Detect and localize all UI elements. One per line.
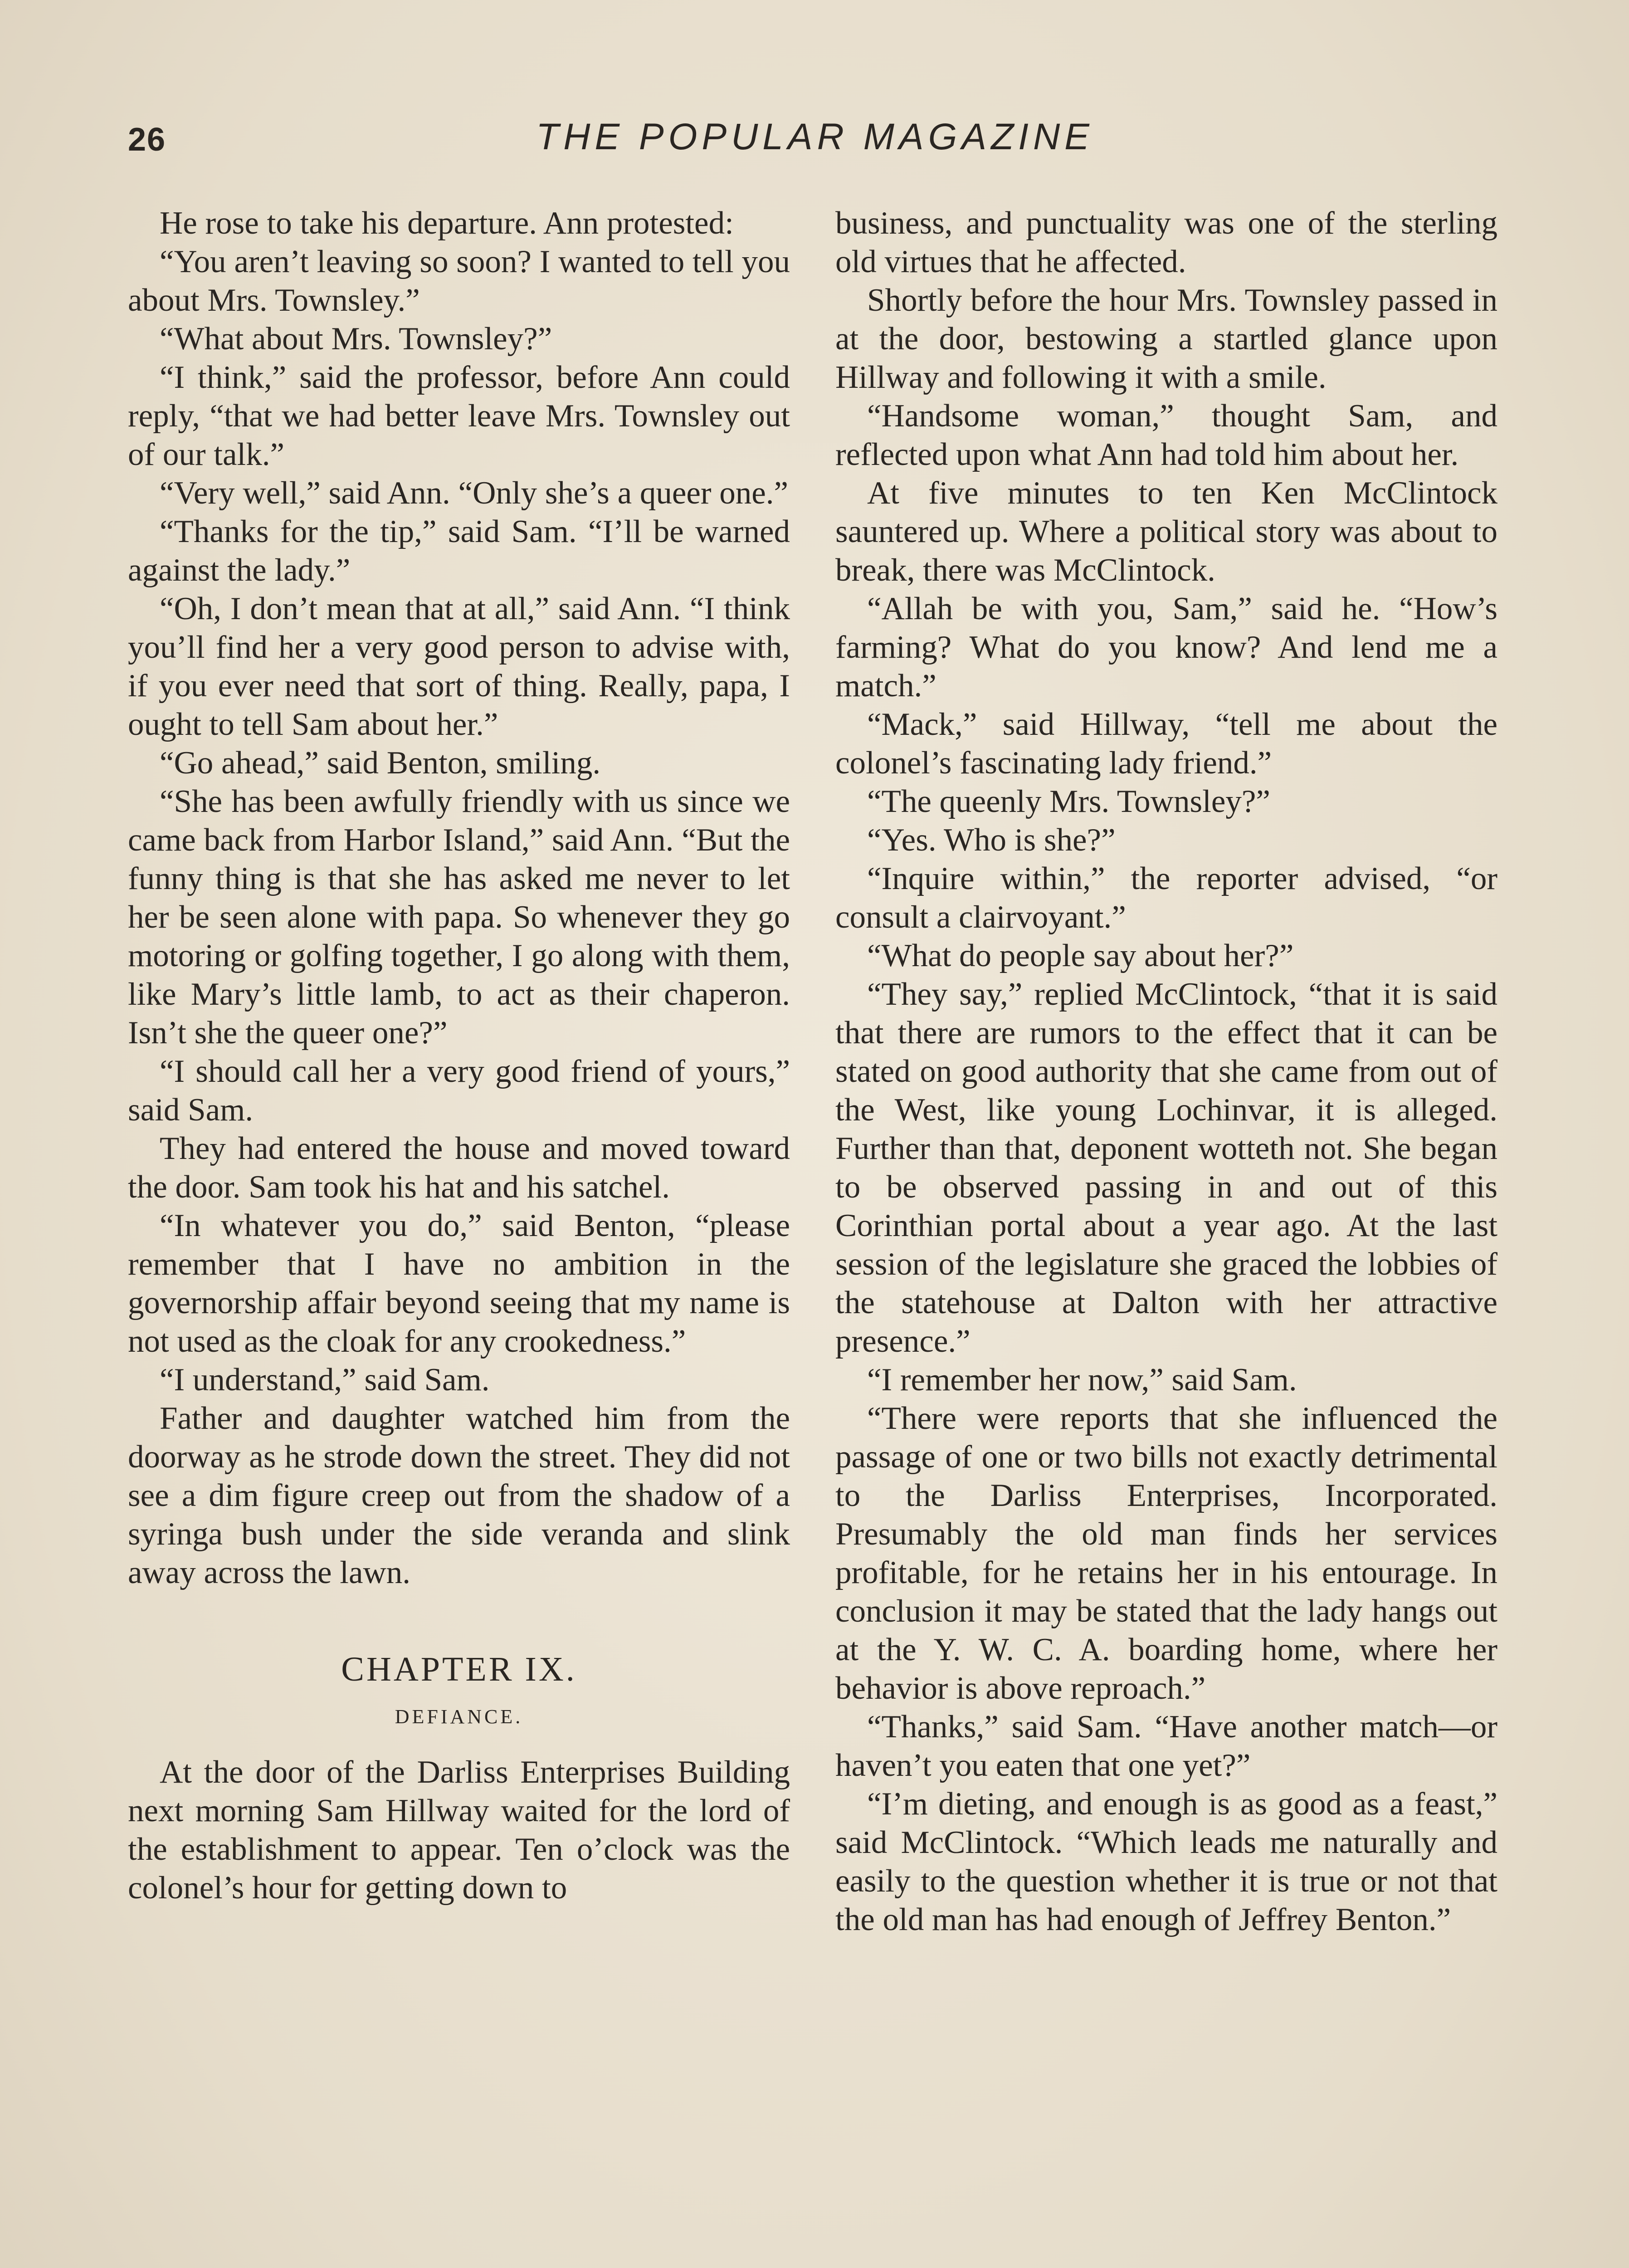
paragraph: “The queenly Mrs. Townsley?”: [867, 784, 1270, 819]
running-head: THE POPULAR MAGAZINE: [536, 116, 1094, 157]
paragraph: Father and daughter watched him from the doorway as he strode down the street. They did not see a dim figure creep out from the shadow of a syringa bush under the side veranda and slink away across the lawn.: [128, 1401, 790, 1590]
chapter-heading: CHAPTER IX.: [341, 1650, 577, 1688]
paragraph: At five minutes to ten Ken McClintock sauntered up. Where a political story was about to break, there was McClintock.: [835, 475, 1497, 588]
paragraph: “I’m dieting, and enough is as good as a feast,” said McClintock. “Which leads me naturally and easily to the question whether it is true or not that the old man has had enough of Jeffrey Benton.”: [835, 1786, 1497, 1937]
paragraph: “There were reports that she influenced the passage of one or two bills not exactly detrimental to the Darliss Enterprises, Incorporated. Presumably the old man finds her services profitable, for he retains her in his entourage. In conclusion it may be stated that the lady hangs out at the Y. W. C. A. boarding home, where her behavior is above reproach.”: [835, 1401, 1497, 1706]
paragraph: “Mack,” said Hillway, “tell me about the colonel’s fascinating lady friend.”: [835, 707, 1497, 781]
paragraph: “Very well,” said Ann. “Only she’s a queer one.”: [160, 475, 789, 511]
left-column: [128, 204, 790, 1907]
paragraph: “I should call her a very good friend of yours,” said Sam.: [128, 1054, 790, 1128]
paragraph: “I understand,” said Sam.: [160, 1362, 490, 1398]
paragraph: “Yes. Who is she?”: [867, 822, 1116, 858]
paragraph: “They say,” replied McClintock, “that it is said that there are rumors to the effect that it can be stated on good authority that she came from out of the West, like young Lochinvar, it is alleged. Further than that, deponent wotteth not. She began to be observed passing in and out of this Corinthian portal about a year ago. At the last session of the legislature she graced the lobbies of the statehouse at Dalton with her attractive presence.”: [835, 977, 1497, 1359]
paragraph: They had entered the house and moved toward the door. Sam took his hat and his satchel.: [128, 1131, 790, 1205]
paragraph: “In whatever you do,” said Benton, “please remember that I have no ambition in the governorship affair beyond seeing that my name is not used as the cloak for any crookedness.”: [128, 1208, 790, 1359]
paragraph: “Thanks for the tip,” said Sam. “I’ll be warned against the lady.”: [128, 514, 790, 588]
paragraph: “Go ahead,” said Benton, smiling.: [160, 745, 601, 781]
page-number: 26: [128, 122, 166, 158]
paragraph: “Allah be with you, Sam,” said he. “How’s farming? What do you know? And lend me a match.”: [835, 591, 1497, 704]
paragraph: He rose to take his departure. Ann protested:: [160, 205, 734, 241]
paragraph-continuation: business, and punctuality was one of the sterling old virtues that he affected.: [835, 205, 1497, 279]
paragraph: “Thanks,” said Sam. “Have another match—or haven’t you eaten that one yet?”: [835, 1709, 1497, 1783]
paragraph: “I think,” said the professor, before Ann could reply, “that we had better leave Mrs. Townsley out of our talk.”: [128, 360, 790, 472]
right-column: [835, 204, 1497, 1939]
paragraph: At the door of the Darliss Enterprises Building next morning Sam Hillway waited for the lord of the establishment to appear. Ten o’clock was the colonel’s hour for getting down to: [128, 1755, 790, 1906]
page-header: [128, 116, 1502, 170]
paragraph: “She has been awfully friendly with us since we came back from Harbor Island,” said Ann. “But the funny thing is that she has asked me never to let her be seen alone with papa. So whenever they go motoring or golfing together, I go along with them, like Mary’s little lamb, to act as their chaperon. Isn’t she the queer one?”: [128, 784, 790, 1051]
paragraph: “You aren’t leaving so soon? I wanted to tell you about Mrs. Townsley.”: [128, 244, 790, 318]
paragraph: “Handsome woman,” thought Sam, and reflected upon what Ann had told him about her.: [835, 398, 1497, 472]
paragraph: “What about Mrs. Townsley?”: [160, 321, 552, 357]
paragraph: “I remember her now,” said Sam.: [867, 1362, 1297, 1398]
paragraph: Shortly before the hour Mrs. Townsley passed in at the door, bestowing a startled glance upon Hillway and following it with a smile.: [835, 283, 1497, 395]
paragraph: “Inquire within,” the reporter advised, “or consult a clairvoyant.”: [835, 861, 1497, 935]
chapter-subtitle: DEFIANCE.: [395, 1706, 523, 1728]
paragraph: “Oh, I don’t mean that at all,” said Ann. “I think you’ll find her a very good person to advise with, if you ever need that sort of thing. Really, papa, I ought to tell Sam about her.”: [128, 591, 790, 742]
paragraph: “What do people say about her?”: [867, 938, 1294, 973]
